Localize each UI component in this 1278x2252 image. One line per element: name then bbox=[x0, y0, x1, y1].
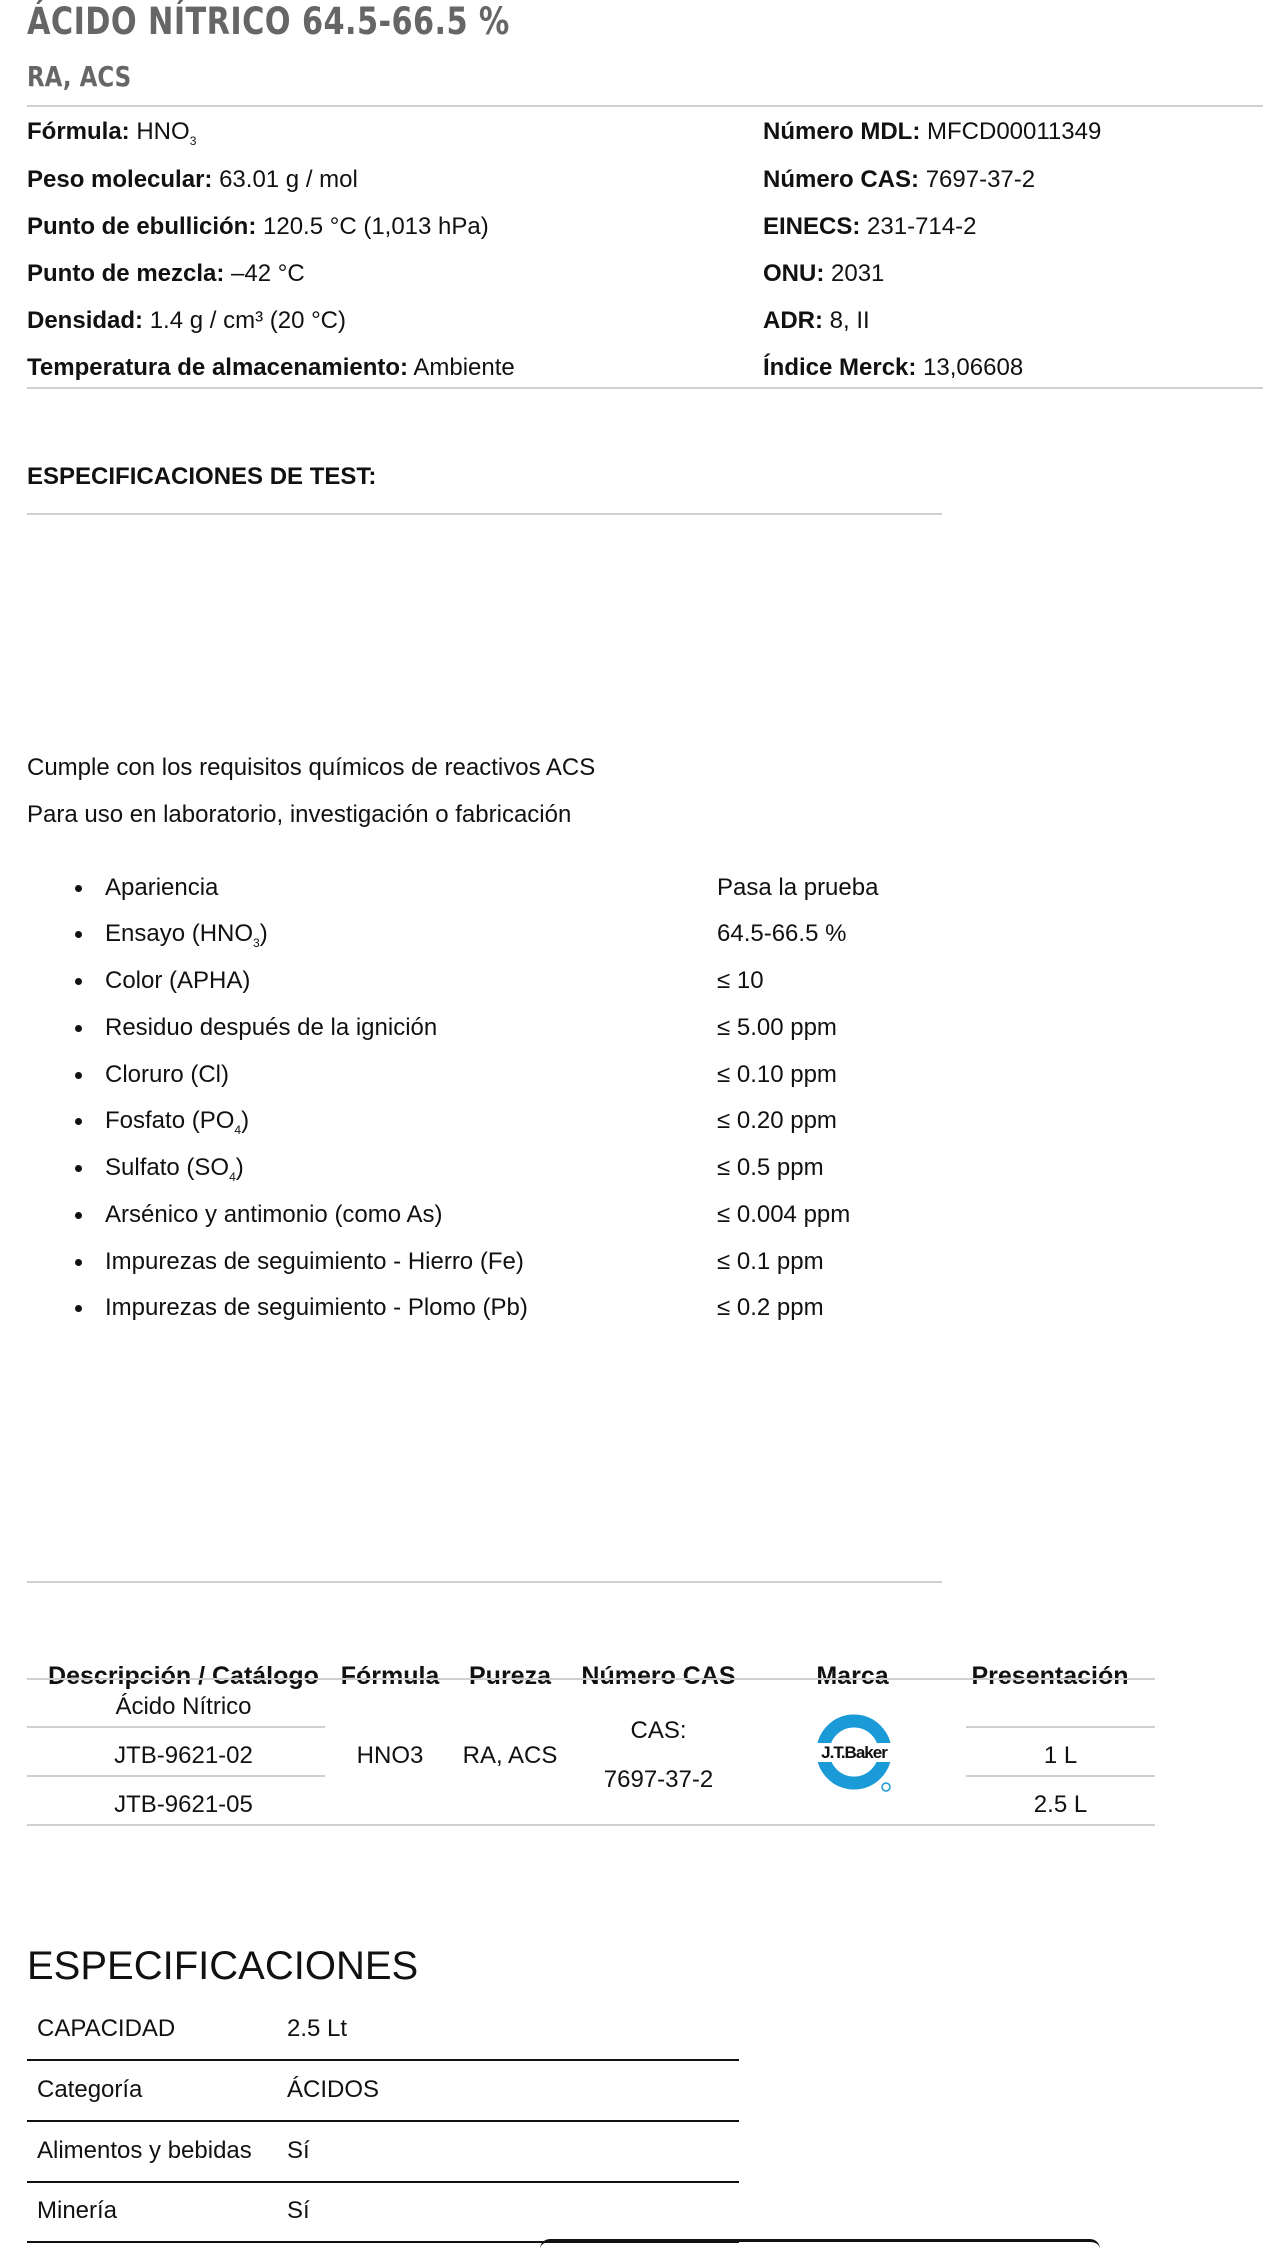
divider bbox=[27, 513, 942, 515]
divider bbox=[27, 1581, 942, 1583]
property-melting-point: Punto de mezcla: –42 °C bbox=[27, 260, 305, 287]
bullet-icon bbox=[75, 1259, 82, 1266]
row-divider bbox=[27, 1775, 325, 1777]
bullet-icon bbox=[75, 1305, 82, 1312]
bullet-icon bbox=[75, 1118, 82, 1125]
spec-value: ≤ 0.10 ppm bbox=[717, 1061, 837, 1088]
table-row bbox=[27, 2000, 739, 2061]
column-header: Pureza bbox=[469, 1662, 551, 1690]
product-subtitle: RA, ACS bbox=[27, 60, 132, 93]
spec-value: ≤ 5.00 ppm bbox=[717, 1014, 837, 1041]
spec-value: 2.5 Lt bbox=[287, 2015, 348, 2042]
catalog-cas-value: 7697-37-2 bbox=[603, 1766, 714, 1793]
spec-value: 64.5-66.5 % bbox=[717, 920, 847, 947]
spec-value: Sí bbox=[287, 2197, 310, 2224]
property-merck: Índice Merck: 13,06608 bbox=[763, 354, 1024, 381]
spec-value: Sí bbox=[287, 2137, 310, 2164]
spec-key: Categoría bbox=[37, 2076, 143, 2103]
column-header: Marca bbox=[816, 1662, 889, 1690]
catalog-description: Ácido Nítrico bbox=[115, 1693, 252, 1720]
spec-key: CAPACIDAD bbox=[37, 2015, 176, 2042]
property-onu: ONU: 2031 bbox=[763, 260, 885, 287]
property-adr: ADR: 8, II bbox=[763, 307, 870, 334]
property-mdl: Número MDL: MFCD00011349 bbox=[763, 118, 1102, 145]
table-row bbox=[27, 2122, 739, 2183]
column-header: Número CAS bbox=[581, 1662, 736, 1690]
spec-value: Pasa la prueba bbox=[717, 874, 879, 901]
spec-value: ≤ 0.004 ppm bbox=[717, 1201, 851, 1228]
compliance-text: Cumple con los requisitos químicos de reactivos ACS bbox=[27, 754, 596, 781]
catalog-purity: RA, ACS bbox=[462, 1742, 558, 1769]
table-row bbox=[27, 2182, 739, 2243]
table-bottom-divider bbox=[27, 1824, 1155, 1826]
bullet-icon bbox=[75, 1165, 82, 1172]
table-header-divider bbox=[27, 1678, 1155, 1680]
property-storage-temp: Temperatura de almacenamiento: Ambiente bbox=[27, 354, 515, 381]
usage-text: Para uso en laboratorio, investigación o fabricación bbox=[27, 801, 572, 828]
spec-value: ≤ 0.20 ppm bbox=[717, 1107, 837, 1134]
row-divider bbox=[966, 1775, 1155, 1777]
column-header: Fórmula bbox=[340, 1662, 440, 1690]
property-cas: Número CAS: 7697-37-2 bbox=[763, 166, 1036, 193]
bottom-edge-element bbox=[540, 2239, 1100, 2252]
bullet-icon bbox=[75, 1025, 82, 1032]
spec-value: ÁCIDOS bbox=[287, 2076, 380, 2103]
spec-value: ≤ 0.5 ppm bbox=[717, 1154, 824, 1181]
table-row bbox=[27, 2061, 739, 2122]
bullet-icon bbox=[75, 885, 82, 892]
spec-value: ≤ 0.1 ppm bbox=[717, 1248, 824, 1275]
column-header: Descripción / Catálogo bbox=[48, 1662, 319, 1690]
property-molecular-weight: Peso molecular: 63.01 g / mol bbox=[27, 166, 358, 193]
divider bbox=[27, 387, 1263, 389]
row-divider bbox=[27, 1726, 325, 1728]
bullet-icon bbox=[75, 978, 82, 985]
catalog-code[interactable]: JTB-9621-02 bbox=[114, 1742, 253, 1769]
bullet-icon bbox=[75, 1212, 82, 1219]
catalog-presentation: 1 L bbox=[1043, 1742, 1078, 1769]
specs-heading: ESPECIFICACIONES bbox=[27, 1944, 419, 1988]
spec-key: Alimentos y bebidas bbox=[37, 2137, 252, 2164]
brand-name: J.T.Baker bbox=[821, 1743, 887, 1762]
spec-key: Minería bbox=[37, 2197, 118, 2224]
property-density: Densidad: 1.4 g / cm³ (20 °C) bbox=[27, 307, 346, 334]
test-spec-heading: ESPECIFICACIONES DE TEST: bbox=[27, 463, 377, 490]
catalog-presentation: 2.5 L bbox=[1033, 1791, 1088, 1818]
jt-baker-logo bbox=[814, 1712, 898, 1796]
bullet-icon bbox=[75, 1072, 82, 1079]
divider bbox=[27, 105, 1263, 107]
catalog-code[interactable]: JTB-9621-05 bbox=[114, 1791, 253, 1818]
property-einecs: EINECS: 231-714-2 bbox=[763, 213, 977, 240]
bullet-icon bbox=[75, 931, 82, 938]
product-title: ÁCIDO NÍTRICO 64.5-66.5 % bbox=[27, 0, 510, 43]
catalog-formula: HNO3 bbox=[356, 1742, 424, 1769]
spec-value: ≤ 10 bbox=[717, 967, 764, 994]
property-boiling-point: Punto de ebullición: 120.5 °C (1,013 hPa) bbox=[27, 213, 489, 240]
row-divider bbox=[966, 1726, 1155, 1728]
property-formula: Fórmula: $HNO_3$ bbox=[27, 118, 197, 148]
spec-value: ≤ 0.2 ppm bbox=[717, 1294, 824, 1321]
column-header: Presentación bbox=[971, 1662, 1129, 1690]
catalog-cas-label: CAS: bbox=[630, 1717, 687, 1744]
